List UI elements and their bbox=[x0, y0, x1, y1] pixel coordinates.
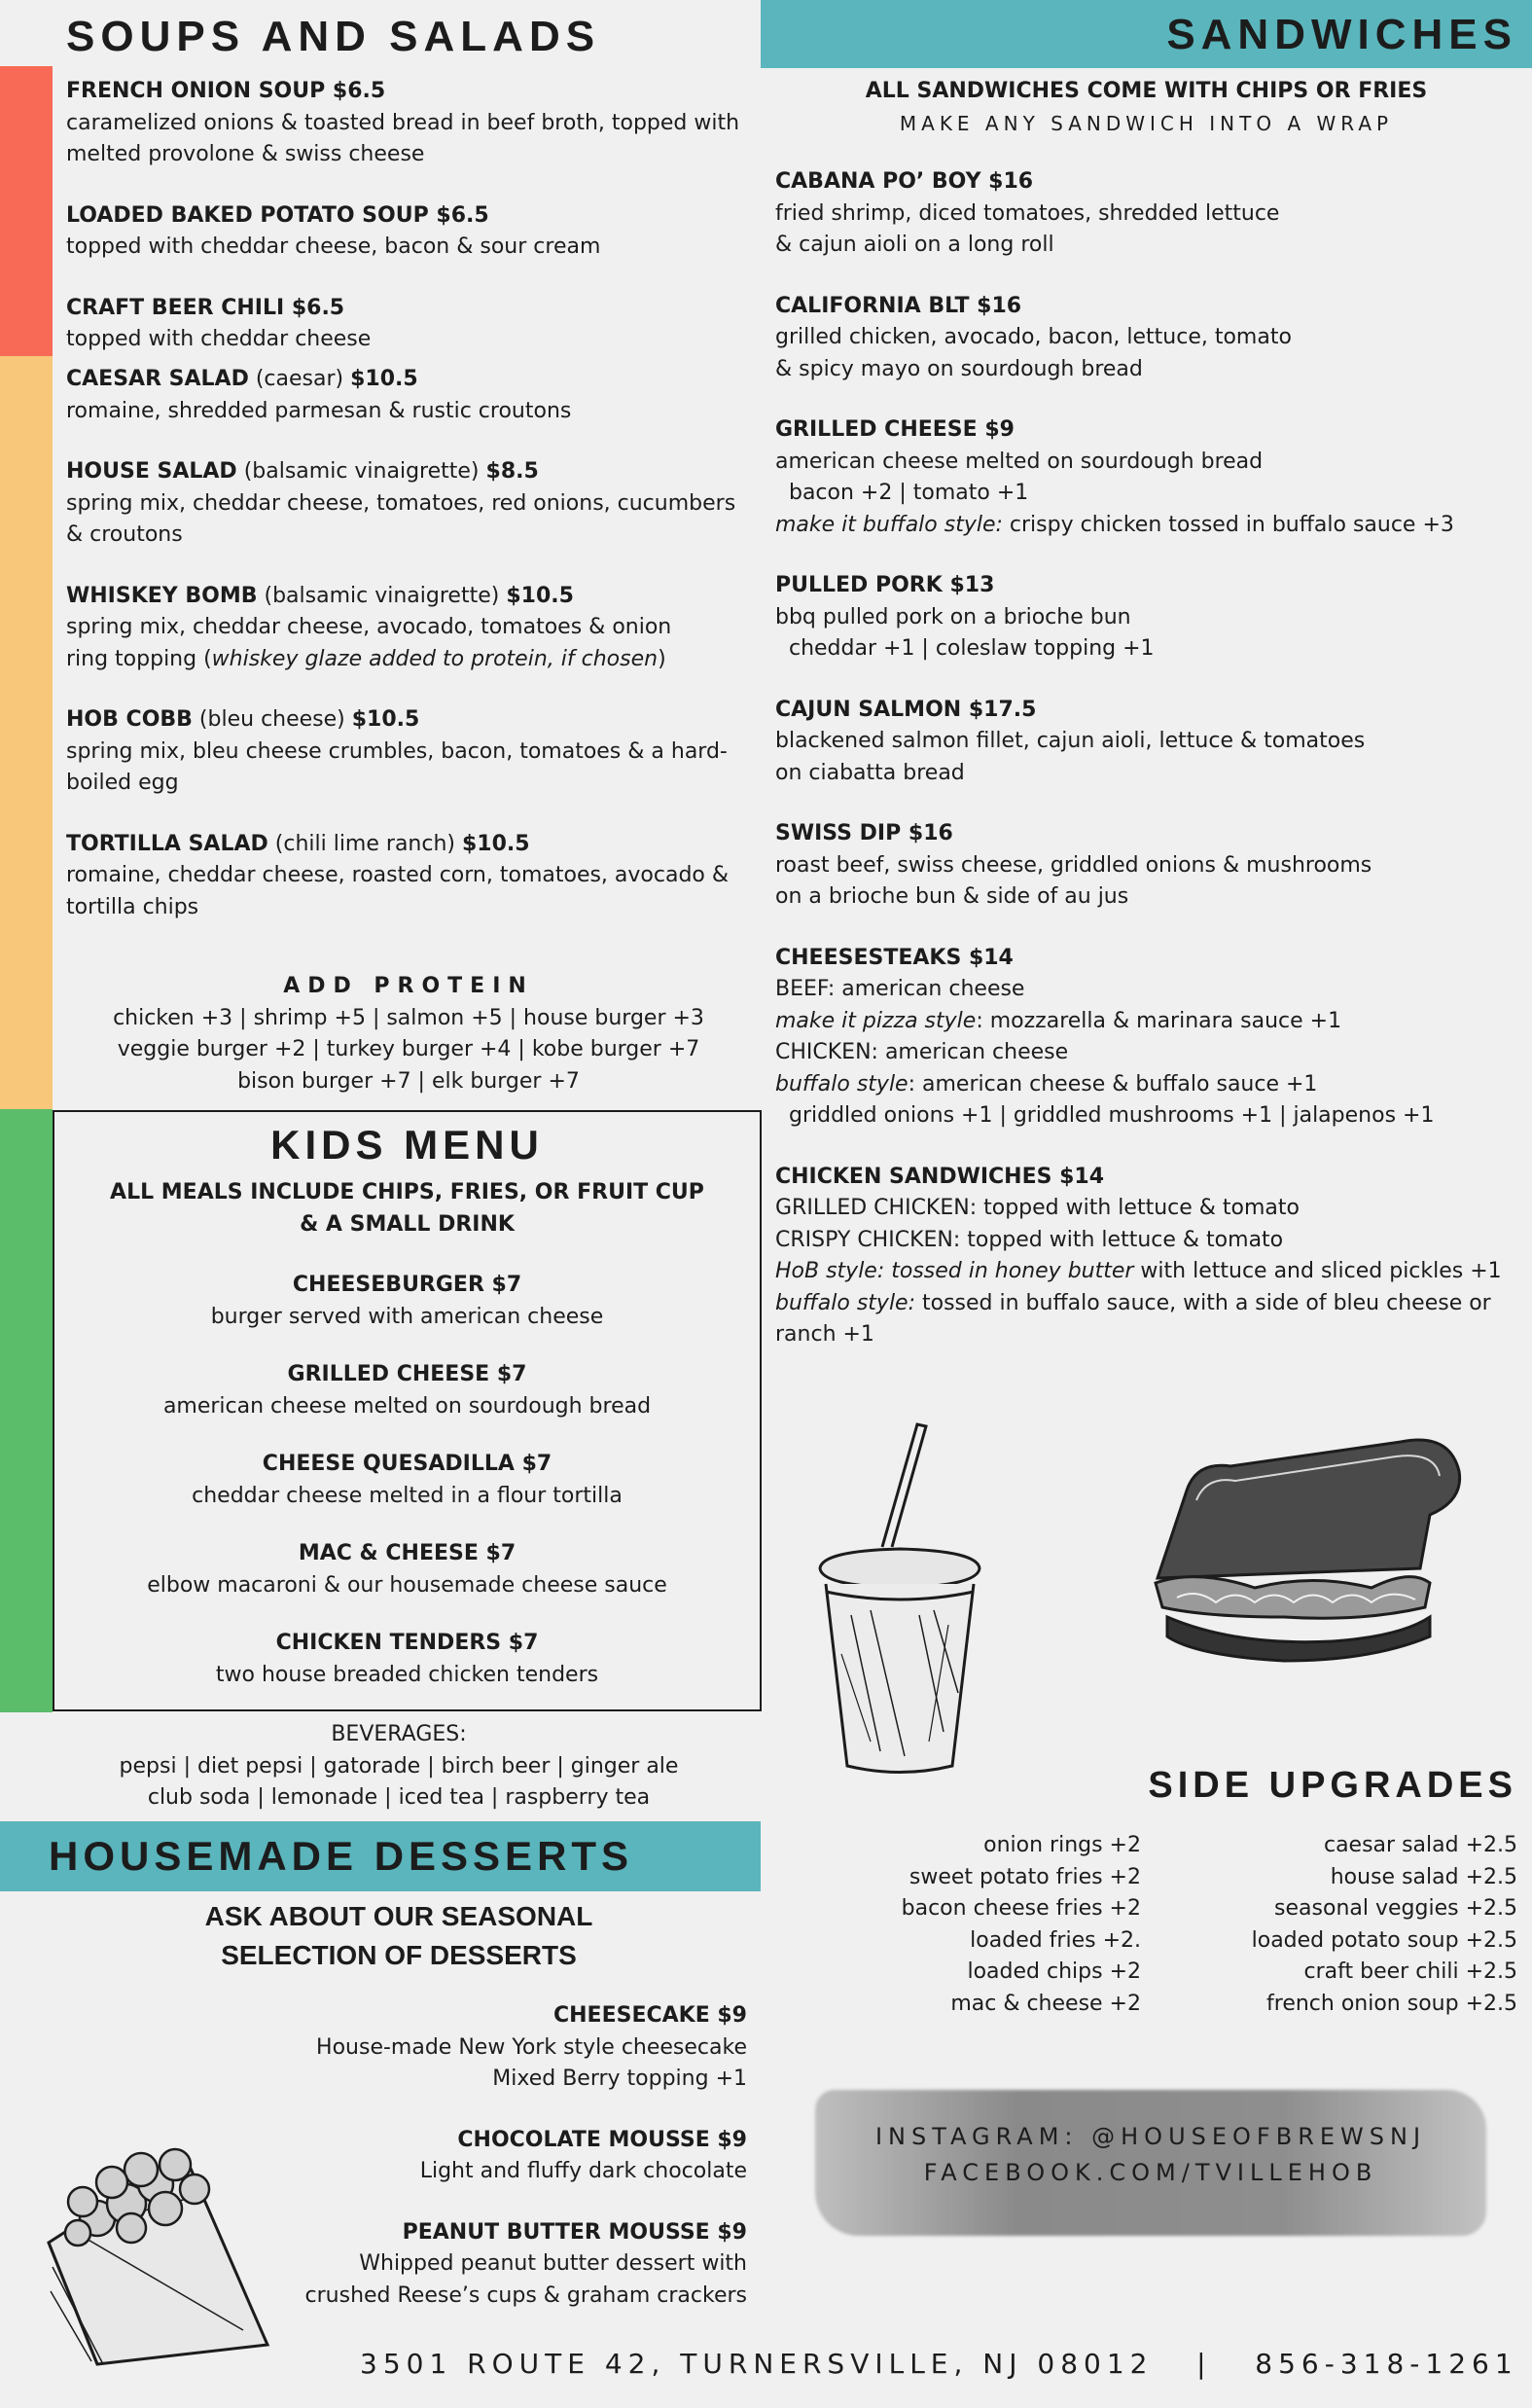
item-desc: cheddar +1 | coleslaw topping +1 bbox=[775, 636, 1155, 661]
item-title: CRAFT BEER CHILI $6.5 bbox=[66, 295, 345, 320]
side-item: loaded potato soup +2.5 bbox=[1251, 1927, 1517, 1953]
item-desc: caramelized onions & toasted bread in beef broth, topped with melted provolone & swiss cheese bbox=[66, 110, 740, 166]
item-desc: GRILLED CHICKEN: topped with lettuce & tomato bbox=[775, 1196, 1300, 1220]
desserts-title: HOUSEMADE DESSERTS bbox=[49, 1833, 634, 1879]
list-item bbox=[54, 1270, 760, 1333]
salads-color-bar bbox=[0, 356, 53, 1109]
item-title: CHEESESTEAKS $14 bbox=[775, 945, 1014, 970]
list-item bbox=[66, 200, 757, 264]
item-desc: burger served with american cheese bbox=[210, 1304, 604, 1329]
kids-title: KIDS MENU bbox=[270, 1122, 544, 1168]
item-desc: romaine, cheddar cheese, roasted corn, tomatoes, avocado & tortilla chips bbox=[66, 863, 730, 919]
item-price: $10.5 bbox=[350, 367, 418, 391]
sandwich-icon bbox=[1138, 1422, 1469, 1666]
list-item bbox=[66, 581, 759, 676]
item-desc: bbq pulled pork on a brioche bun bbox=[775, 604, 1131, 629]
sandwiches-note bbox=[761, 76, 1532, 139]
list-item bbox=[775, 818, 1524, 914]
list-item bbox=[775, 943, 1524, 1132]
list-item bbox=[66, 76, 757, 171]
beverages-block bbox=[39, 1719, 759, 1815]
item-title: WHISKEY BOMB bbox=[66, 583, 258, 608]
list-item bbox=[54, 1628, 760, 1691]
item-desc: CRISPY CHICKEN: topped with lettuce & tomato bbox=[775, 1227, 1284, 1252]
item-note: whiskey glaze added to protein, if chosen bbox=[211, 646, 659, 671]
item-title: CHEESECAKE $9 bbox=[552, 2003, 747, 2028]
item-desc: tossed in buffalo sauce, with a side of bleu cheese or bbox=[915, 1290, 1491, 1315]
desserts-intro bbox=[39, 1897, 759, 1975]
item-title: PULLED PORK $13 bbox=[775, 573, 995, 597]
item-title: TORTILLA SALAD bbox=[66, 831, 268, 856]
item-desc: Light and fluffy dark chocolate bbox=[419, 2159, 747, 2183]
item-dressing: (balsamic vinaigrette) bbox=[257, 583, 507, 608]
sides-right bbox=[1167, 1830, 1517, 2020]
sandwiches-note-line: ALL SANDWICHES COME WITH CHIPS OR FRIES bbox=[865, 79, 1428, 103]
desserts-intro-line: SELECTION OF DESSERTS bbox=[221, 1940, 577, 1970]
desserts-list bbox=[233, 2000, 747, 2312]
desserts-intro-line: ASK ABOUT OUR SEASONAL bbox=[204, 1901, 593, 1931]
item-desc: fried shrimp, diced tomatoes, shredded lettuce bbox=[775, 200, 1280, 226]
item-title: PEANUT BUTTER MOUSSE $9 bbox=[402, 2219, 747, 2245]
item-desc: ranch +1 bbox=[775, 1322, 874, 1347]
soups-list bbox=[66, 76, 757, 356]
item-desc: bacon +2 | tomato +1 bbox=[775, 481, 1029, 505]
side-item: sweet potato fries +2 bbox=[909, 1864, 1141, 1889]
item-price: $10.5 bbox=[351, 707, 420, 732]
item-desc: grilled chicken, avocado, bacon, lettuce, tomato bbox=[775, 325, 1292, 349]
list-item bbox=[233, 2217, 747, 2313]
item-price: $8.5 bbox=[485, 459, 539, 484]
item-title: CALIFORNIA BLT $16 bbox=[775, 293, 1022, 318]
item-desc: two house breaded chicken tenders bbox=[215, 1662, 599, 1687]
item-desc: american cheese melted on sourdough bread bbox=[775, 449, 1264, 474]
item-title: CHICKEN SANDWICHES $14 bbox=[775, 1164, 1105, 1189]
item-title: CHOCOLATE MOUSSE $9 bbox=[457, 2127, 747, 2152]
item-desc: on ciabatta bread bbox=[775, 760, 965, 785]
sandwiches-title: SANDWICHES bbox=[1166, 11, 1517, 58]
item-desc: elbow macaroni & our housemade cheese sauce bbox=[147, 1572, 667, 1598]
item-title: SWISS DIP $16 bbox=[775, 821, 953, 845]
list-item bbox=[233, 2125, 747, 2188]
footer-address: 3501 ROUTE 42, TURNERSVILLE, NJ 08012 | 856-318-1261 bbox=[360, 2348, 1518, 2380]
side-item: loaded chips +2 bbox=[967, 1959, 1141, 1984]
item-dressing: (bleu cheese) bbox=[192, 707, 352, 732]
list-item bbox=[66, 364, 759, 427]
beverages-title: BEVERAGES: bbox=[331, 1722, 467, 1746]
add-protein-title: ADD PROTEIN bbox=[283, 974, 534, 998]
item-desc: : american cheese & buffalo sauce +1 bbox=[908, 1071, 1318, 1096]
list-item bbox=[66, 456, 759, 552]
item-desc: Whipped peanut butter dessert with bbox=[359, 2251, 747, 2276]
list-item bbox=[54, 1449, 760, 1512]
side-item: bacon cheese fries +2 bbox=[901, 1896, 1141, 1921]
item-desc: on a brioche bun & side of au jus bbox=[775, 884, 1129, 909]
drink-cup-icon bbox=[812, 1420, 987, 1780]
item-desc: crushed Reese’s cups & graham crackers bbox=[304, 2282, 747, 2308]
item-dressing: (caesar) bbox=[248, 367, 351, 391]
item-title: CABANA PO’ BOY $16 bbox=[775, 169, 1034, 194]
social-block bbox=[815, 2119, 1486, 2191]
soups-color-bar bbox=[0, 66, 53, 356]
list-item bbox=[66, 704, 759, 800]
item-title: LOADED BAKED POTATO SOUP $6.5 bbox=[66, 202, 489, 228]
list-item bbox=[54, 1359, 760, 1422]
item-title: FRENCH ONION SOUP $6.5 bbox=[66, 79, 386, 103]
side-item: seasonal veggies +2.5 bbox=[1274, 1896, 1517, 1921]
list-item bbox=[54, 1538, 760, 1601]
list-item bbox=[775, 695, 1524, 790]
sides-left bbox=[837, 1830, 1141, 2020]
side-item: caesar salad +2.5 bbox=[1323, 1833, 1517, 1857]
item-style: buffalo style: bbox=[775, 1290, 915, 1315]
item-desc: Mixed Berry topping +1 bbox=[492, 2067, 747, 2091]
add-protein-block bbox=[58, 971, 759, 1097]
item-title: GRILLED CHEESE $9 bbox=[775, 417, 1015, 442]
side-item: mac & cheese +2 bbox=[950, 1991, 1141, 2016]
side-item: loaded fries +2. bbox=[970, 1927, 1141, 1953]
item-title: CAESAR SALAD bbox=[66, 367, 249, 391]
list-item bbox=[775, 1162, 1524, 1351]
sandwiches-list bbox=[775, 166, 1524, 1351]
list-item bbox=[775, 166, 1524, 262]
item-style: make it buffalo style: bbox=[775, 512, 1003, 537]
item-desc: cheddar cheese melted in a flour tortilla bbox=[192, 1483, 623, 1508]
item-desc: : mozzarella & marinara sauce +1 bbox=[976, 1008, 1342, 1033]
sandwiches-note-line: MAKE ANY SANDWICH INTO A WRAP bbox=[899, 111, 1394, 135]
side-item: french onion soup +2.5 bbox=[1266, 1991, 1517, 2016]
list-item bbox=[233, 2000, 747, 2096]
side-item: onion rings +2 bbox=[983, 1833, 1141, 1857]
list-item bbox=[775, 570, 1524, 665]
kids-color-bar bbox=[0, 1109, 53, 1712]
beverages-line: club soda | lemonade | iced tea | raspberry tea bbox=[147, 1785, 651, 1810]
item-title: HOUSE SALAD bbox=[66, 459, 237, 484]
list-item bbox=[775, 291, 1524, 386]
item-title: GRILLED CHEESE $7 bbox=[287, 1362, 527, 1386]
item-desc: with lettuce and sliced pickles +1 bbox=[1133, 1259, 1502, 1283]
sides-title: SIDE UPGRADES bbox=[1148, 1765, 1517, 1806]
list-item bbox=[66, 293, 757, 356]
beverages-line: pepsi | diet pepsi | gatorade | birch beer | ginger ale bbox=[119, 1753, 679, 1779]
item-style: buffalo style bbox=[775, 1071, 909, 1096]
item-title: CHICKEN TENDERS $7 bbox=[275, 1631, 539, 1655]
list-item bbox=[775, 414, 1524, 541]
item-title: CHEESE QUESADILLA $7 bbox=[262, 1452, 552, 1476]
item-desc: roast beef, swiss cheese, griddled onions & mushrooms bbox=[775, 852, 1372, 878]
item-desc: spring mix, cheddar cheese, avocado, tomatoes & onion ring topping ( bbox=[66, 615, 672, 671]
protein-line: veggie burger +2 | turkey burger +4 | kobe burger +7 bbox=[117, 1037, 700, 1061]
item-desc: CHICKEN: american cheese bbox=[775, 1040, 1069, 1064]
item-price: $10.5 bbox=[506, 583, 574, 608]
soups-title: SOUPS AND SALADS bbox=[66, 13, 601, 60]
item-title: HOB COBB bbox=[66, 707, 193, 732]
item-dressing: (chili lime ranch) bbox=[267, 831, 462, 856]
side-item: craft beer chili +2.5 bbox=[1303, 1959, 1517, 1984]
item-desc: & spicy mayo on sourdough bread bbox=[775, 356, 1143, 381]
item-desc: House-made New York style cheesecake bbox=[316, 2034, 747, 2060]
item-desc: BEEF: american cheese bbox=[775, 977, 1025, 1001]
item-dressing: (balsamic vinaigrette) bbox=[236, 459, 486, 484]
kids-menu bbox=[54, 1119, 760, 1691]
item-style: HoB style: tossed in honey butter bbox=[775, 1259, 1134, 1283]
protein-line: chicken +3 | shrimp +5 | salmon +5 | house burger +3 bbox=[113, 1005, 704, 1030]
item-title: CAJUN SALMON $17.5 bbox=[775, 697, 1037, 722]
side-item: house salad +2.5 bbox=[1330, 1864, 1517, 1889]
item-desc: spring mix, cheddar cheese, tomatoes, red onions, cucumbers & croutons bbox=[66, 490, 736, 547]
item-style: make it pizza style bbox=[775, 1008, 977, 1033]
instagram-link[interactable]: INSTAGRAM: @HOUSEOFBREWSNJ bbox=[874, 2123, 1427, 2150]
salads-list bbox=[66, 364, 759, 923]
item-desc: american cheese melted on sourdough bread bbox=[162, 1393, 652, 1419]
facebook-link[interactable]: FACEBOOK.COM/TVILLEHOB bbox=[923, 2159, 1378, 2186]
item-desc: romaine, shredded parmesan & rustic croutons bbox=[66, 398, 572, 423]
item-title: CHEESEBURGER $7 bbox=[292, 1273, 522, 1297]
item-desc-end: ) bbox=[658, 646, 666, 671]
item-title: MAC & CHEESE $7 bbox=[298, 1541, 517, 1565]
item-desc: crispy chicken tossed in buffalo sauce +3 bbox=[1002, 512, 1454, 537]
item-desc: topped with cheddar cheese, bacon & sour cream bbox=[66, 234, 601, 259]
protein-line: bison burger +7 | elk burger +7 bbox=[237, 1068, 580, 1094]
kids-subtitle: ALL MEALS INCLUDE CHIPS, FRIES, OR FRUIT CUP bbox=[110, 1180, 704, 1204]
item-desc: griddled onions +1 | griddled mushrooms +1 | jalapenos +1 bbox=[775, 1103, 1435, 1128]
list-item bbox=[66, 829, 759, 924]
item-desc: spring mix, bleu cheese crumbles, bacon, tomatoes & a hard-boiled egg bbox=[66, 738, 728, 795]
item-desc: topped with cheddar cheese bbox=[66, 327, 372, 351]
item-desc: blackened salmon fillet, cajun aioli, lettuce & tomatoes bbox=[775, 729, 1366, 753]
cheesecake-icon bbox=[39, 2136, 282, 2379]
item-desc: & cajun aioli on a long roll bbox=[775, 233, 1054, 257]
item-price: $10.5 bbox=[461, 831, 530, 856]
kids-subtitle: & A SMALL DRINK bbox=[300, 1211, 515, 1237]
